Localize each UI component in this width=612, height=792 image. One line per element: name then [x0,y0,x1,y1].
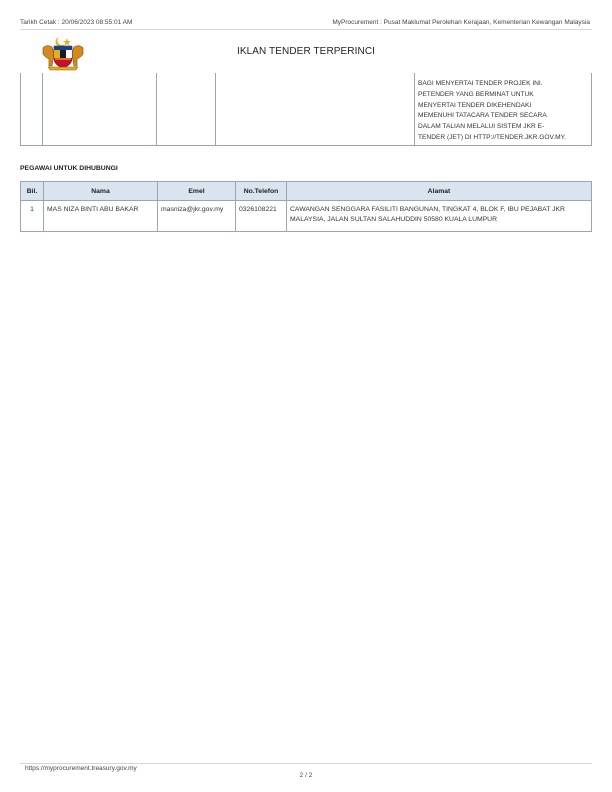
tender-details-table-continued [20,73,592,146]
page-number: 2 / 2 [299,772,313,779]
tender-description [415,73,591,144]
table-cell [216,73,415,146]
contacts-table [20,181,592,232]
description-line: DALAM TALIAN MELALUI SISTEM JKR E- [418,123,545,131]
print-date: Tarikh Cetak : 20/06/2023 08:55:01 AM [20,19,133,26]
description-line: TENDER (JET) DI HTTP://TENDER.JKR.GOV.MY. [418,133,567,141]
column-header-bil: Bil. [21,182,44,201]
column-header-telefon: No.Telefon [236,182,287,201]
description-line: BAGI MENYERTAI TENDER PROJEK INI. [418,80,543,87]
cell-nama: MAS NIZA BINTI ABU BAKAR [44,201,158,232]
description-line: PETENDER YANG BERMINAT UNTUK [418,90,534,98]
cell-emel: masniza@jkr.gov.my [158,201,236,232]
page-title: IKLAN TENDER TERPERINCI [236,46,376,57]
table-cell [415,73,592,146]
table-cell [157,73,216,146]
description-line: MEMENUHI TATACARA TENDER SECARA [418,112,547,120]
table-cell [43,73,157,146]
footer-url: https://myprocurement.treasury.gov.my [25,765,137,772]
cell-bil: 1 [21,201,44,232]
cell-alamat: CAWANGAN SENGGARA FASILITI BANGUNAN, TINGKAT 4, BLOK F, IBU PEJABAT JKR MALAYSIA, JALAN SULTAN SALAHUDDIN 50580 KUALA LUMPUR [287,201,592,232]
column-header-alamat: Alamat [287,182,592,201]
table-cell [21,73,43,146]
column-header-nama: Nama [44,182,158,201]
description-line: MENYERTAI TENDER DIKEHENDAKI [418,101,532,109]
cell-telefon: 0326108221 [236,201,287,232]
section-title-contacts: PEGAWAI UNTUK DIHUBUNGI [20,165,118,172]
header-source: MyProcurement : Pusat Maklumat Perolehan Kerajaan, Kementerian Kewangan Malaysia [332,19,590,26]
column-header-emel: Emel [158,182,236,201]
header-divider [20,29,592,30]
table-row [21,201,592,232]
footer-divider [20,763,592,764]
